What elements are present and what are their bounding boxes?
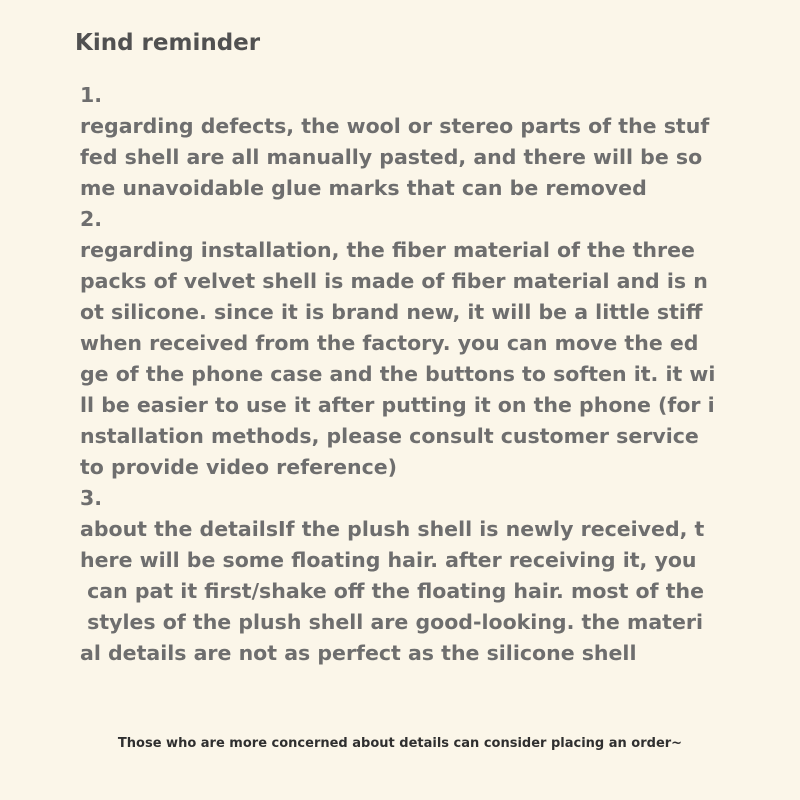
text-line: packs of velvet shell is made of fiber material and is n <box>80 269 708 293</box>
text-line: 3. <box>80 486 103 510</box>
text-line: when received from the factory. you can move the ed <box>80 331 699 355</box>
text-line: nstallation methods, please consult customer service <box>80 424 699 448</box>
text-line: 1. <box>80 83 103 107</box>
text-line: 2. <box>80 207 103 231</box>
text-line: regarding defects, the wool or stereo parts of the stuf <box>80 114 710 138</box>
text-line: styles of the plush shell are good-looking. the materi <box>80 610 703 634</box>
page-title: Kind reminder <box>75 30 261 56</box>
text-line: here will be some floating hair. after receiving it, you <box>80 548 697 572</box>
text-line: regarding installation, the fiber material of the three <box>80 238 695 262</box>
text-line: about the detailsIf the plush shell is newly received, t <box>80 517 705 541</box>
text-line: fed shell are all manually pasted, and there will be so <box>80 145 703 169</box>
reminder-body <box>80 80 740 669</box>
footer-note: Those who are more concerned about details can consider placing an order~ <box>117 736 683 751</box>
text-line: ot silicone. since it is brand new, it will be a little stiff <box>80 300 703 324</box>
text-line: al details are not as perfect as the silicone shell <box>80 641 637 665</box>
text-line: ge of the phone case and the buttons to soften it. it wi <box>80 362 716 386</box>
text-line: me unavoidable glue marks that can be removed <box>80 176 647 200</box>
text-line: ll be easier to use it after putting it on the phone (for i <box>80 393 715 417</box>
text-line: to provide video reference) <box>80 455 398 479</box>
text-line: can pat it first/shake off the floating hair. most of the <box>80 579 704 603</box>
